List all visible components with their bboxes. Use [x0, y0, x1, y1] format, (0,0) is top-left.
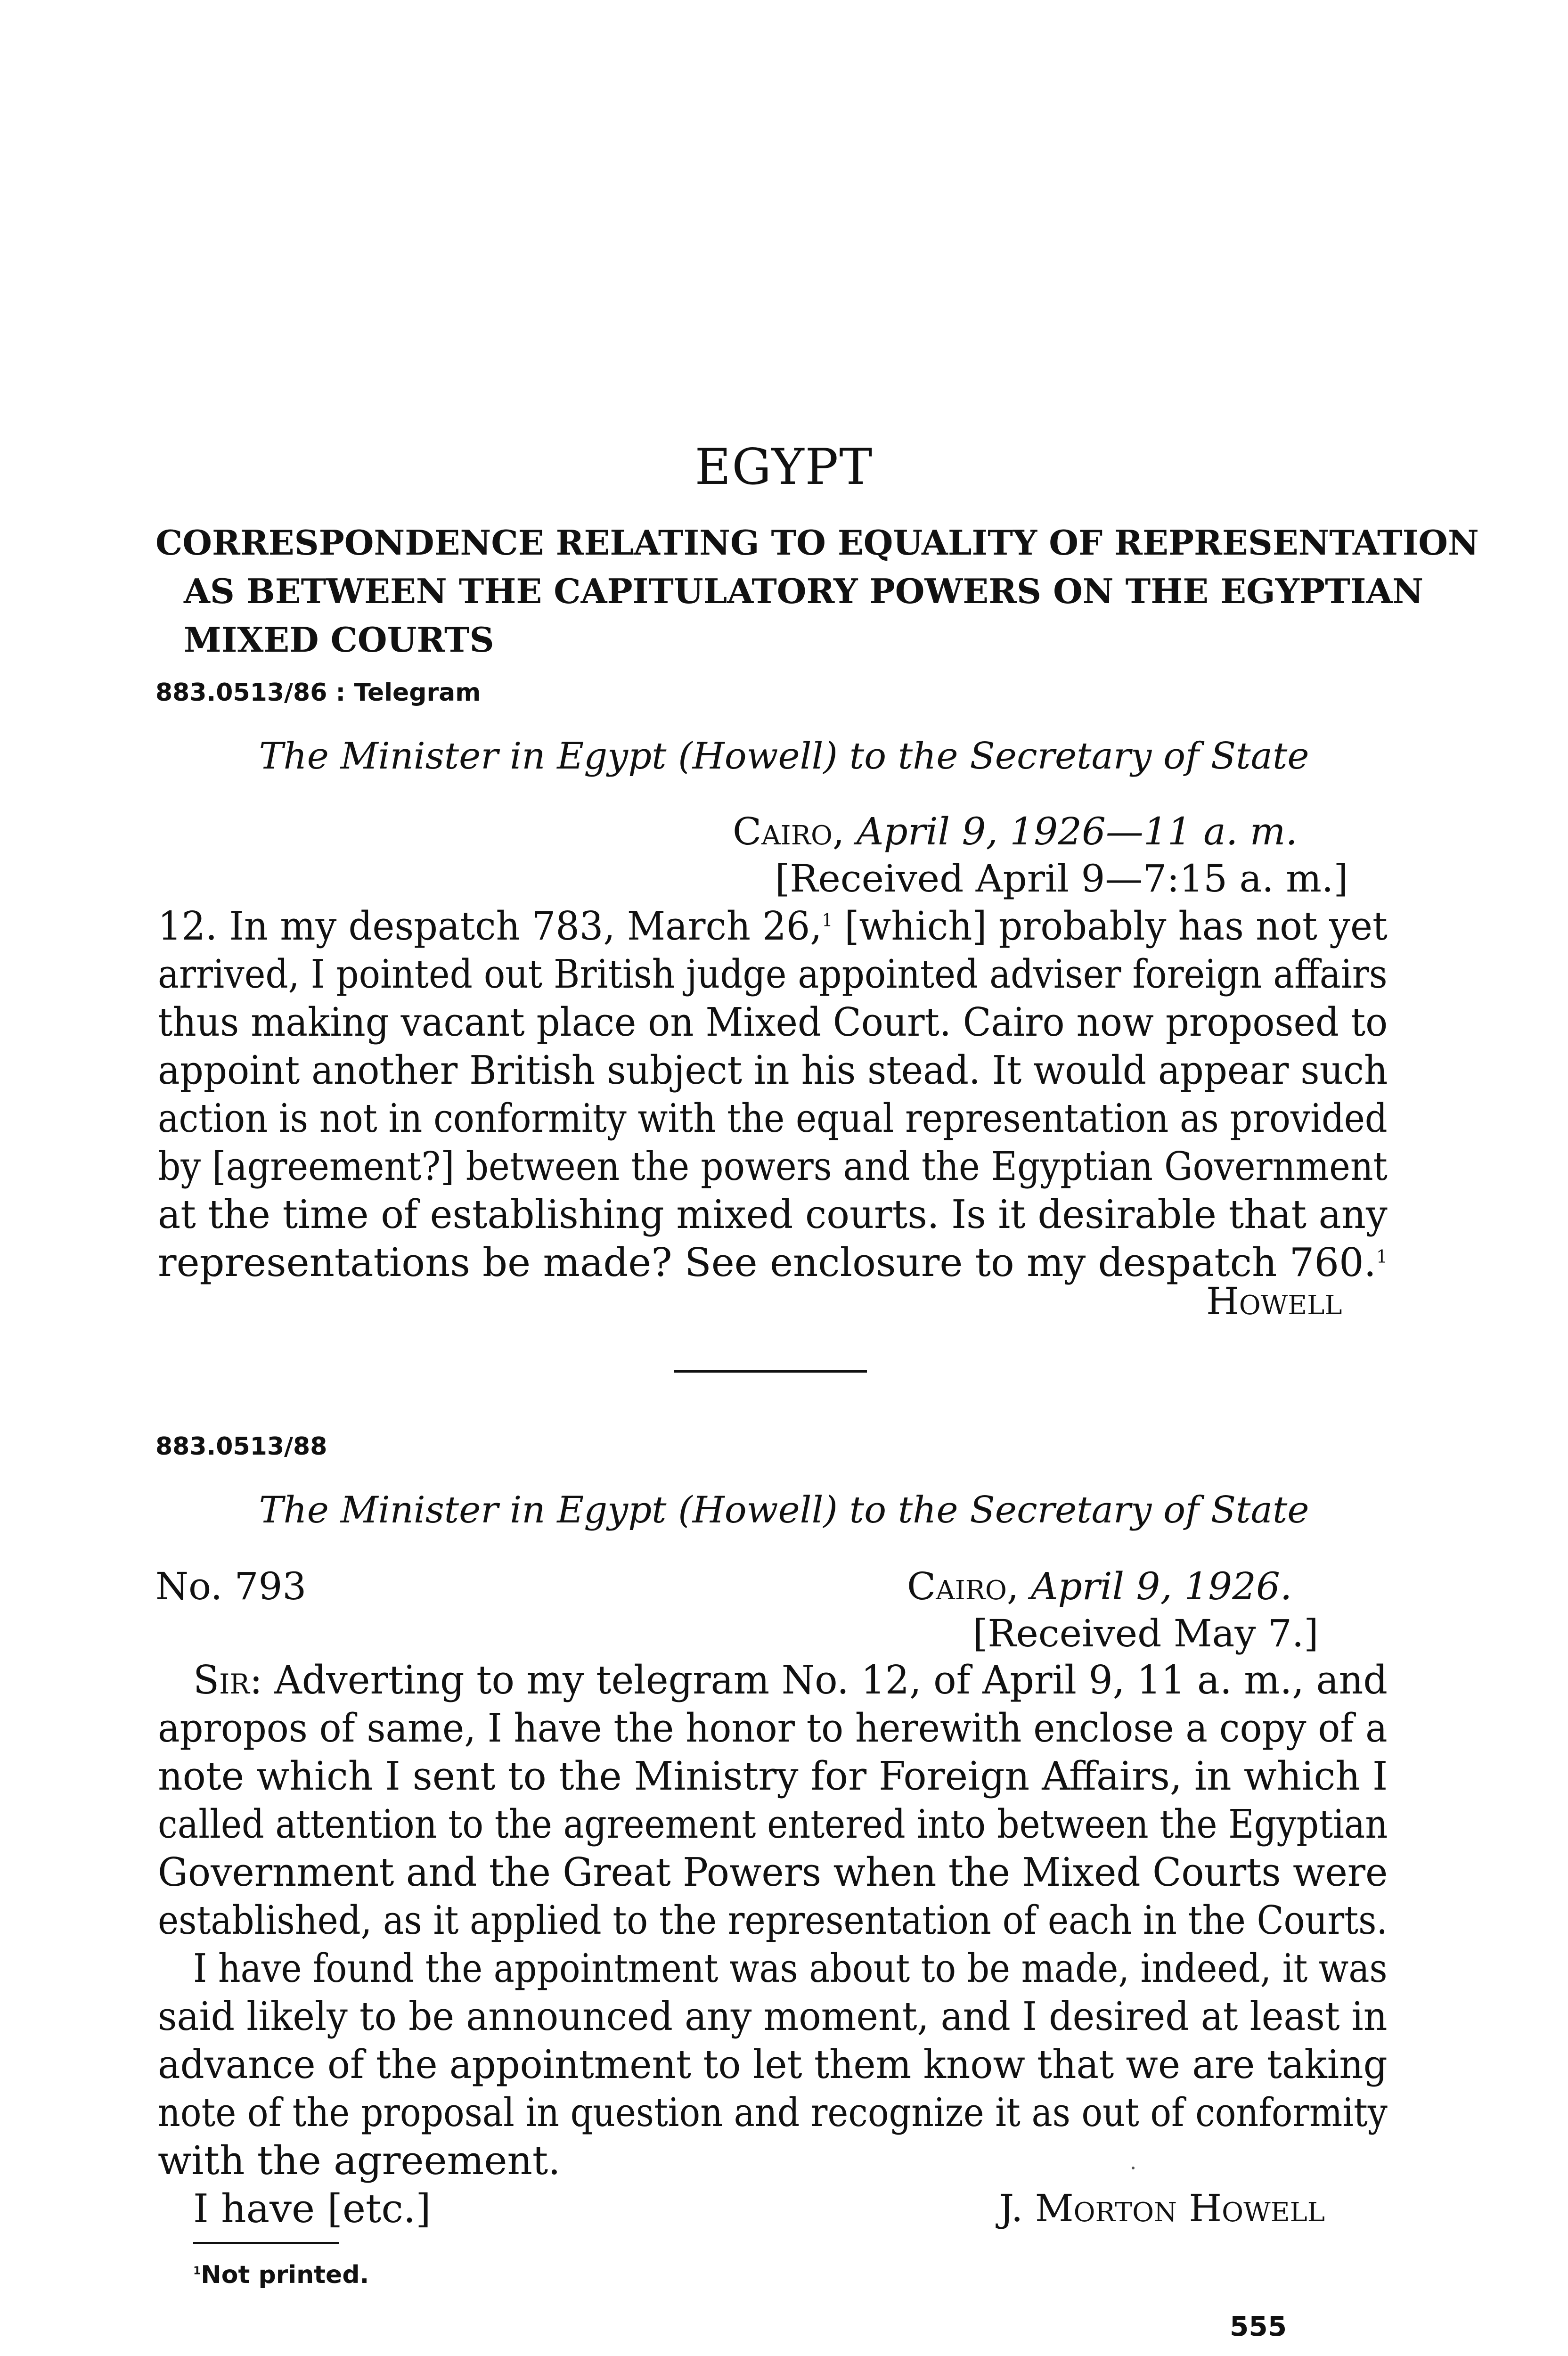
doc2-dateline: [907, 1564, 1292, 1608]
doc2-body-line: note which I sent to the Ministry for Foreign Affairs, in which I: [158, 1753, 1388, 1799]
page-number: 555: [1230, 2310, 1287, 2342]
doc1-date: April 9, 1926—11 a. m.: [856, 810, 1298, 853]
doc1-body-line: by [agreement?] between the powers and the Egyptian Government: [158, 1144, 1388, 1189]
footnote-rule: [193, 2242, 339, 2244]
footnote-mark: 1: [193, 2264, 201, 2277]
doc2-number: No. 793: [155, 1564, 307, 1608]
doc2-salutation: Sir:: [193, 1657, 262, 1703]
doc2-body-line: established, as it applied to the representation of each in the Courts.: [158, 1898, 1388, 1943]
doc1-body-line: at the time of establishing mixed courts. Is it desirable that any: [158, 1192, 1388, 1237]
doc1-body: [158, 902, 1388, 1293]
doc1-place: Cairo,: [733, 810, 845, 853]
doc1-body-line: action is not in conformity with the equal representation as provided: [158, 1096, 1388, 1141]
section-title: EGYPT: [694, 438, 874, 496]
doc2-body-line: apropos of same, I have the honor to herewith enclose a copy of a: [158, 1705, 1388, 1751]
doc1-body-line: representations be made? See enclosure to my despatch 760.$^1$: [158, 1240, 1388, 1285]
section-divider: [674, 1370, 867, 1373]
doc2-body-line: note of the proposal in question and recognize it as out of conformity: [158, 2090, 1388, 2135]
doc2-body: [158, 1656, 1388, 2189]
doc2-body-line: said likely to be announced any moment, and I desired at least in: [158, 1994, 1388, 2039]
heading-line: AS BETWEEN THE CAPITULATORY POWERS ON THE EGYPTIAN: [184, 571, 1424, 611]
doc1-received: [Received April 9—7:15 a. m.]: [775, 857, 1348, 900]
doc1-footnote-ref: 1: [822, 909, 833, 931]
correspondence-heading: [155, 518, 1479, 664]
scan-speck: [1132, 2167, 1135, 2169]
doc1-footnote-ref: 1: [1376, 1246, 1388, 1267]
doc2-place: Cairo,: [907, 1564, 1019, 1608]
doc2-body-line: with the agreement.: [158, 2138, 561, 2184]
doc1-title: The Minister in Egypt (Howell) to the Secretary of State: [259, 735, 1309, 777]
footnote-text: Not printed.: [201, 2261, 369, 2289]
doc1-body-line: arrived, I pointed out British judge appointed adviser foreign affairs: [158, 951, 1388, 997]
doc2-closing: I have [etc.]: [193, 2186, 431, 2232]
doc1-file-number: 883.0513/86 : Telegram: [155, 679, 481, 707]
doc2-date: April 9, 1926.: [1030, 1564, 1292, 1608]
doc2-file-number: 883.0513/88: [155, 1432, 327, 1461]
doc2-signer: J. Morton Howell: [999, 2186, 1325, 2230]
doc1-body-line: appoint another British subject in his stead. It would appear such: [158, 1047, 1388, 1093]
doc2-body-line: Government and the Great Powers when the Mixed Courts were: [158, 1849, 1388, 1895]
doc2-body-line: called attention to the agreement entered into between the Egyptian: [158, 1801, 1388, 1847]
doc2-body-line: Sir: Adverting to my telegram No. 12, of April 9, 11 a. m., and: [193, 1657, 1388, 1703]
doc2-body-line: advance of the appointment to let them know that we are taking: [158, 2042, 1388, 2087]
doc1-body-line: thus making vacant place on Mixed Court. Cairo now proposed to: [158, 999, 1388, 1045]
heading-line: MIXED COURTS: [184, 620, 494, 660]
heading-line: CORRESPONDENCE RELATING TO EQUALITY OF REPRESENTATION: [155, 523, 1479, 563]
doc1-dateline: [733, 810, 1298, 853]
footnote: [193, 2261, 369, 2289]
doc2-received: [Received May 7.]: [973, 1612, 1319, 1655]
doc2-body-line: I have found the appointment was about to be made, indeed, it was: [193, 1946, 1388, 1991]
doc1-body-line: 12. In my despatch 783, March 26,$^1$ [which] probably has not yet: [158, 903, 1388, 949]
doc1-signer: Howell: [1206, 1279, 1342, 1323]
doc2-title: The Minister in Egypt (Howell) to the Secretary of State: [259, 1489, 1309, 1531]
